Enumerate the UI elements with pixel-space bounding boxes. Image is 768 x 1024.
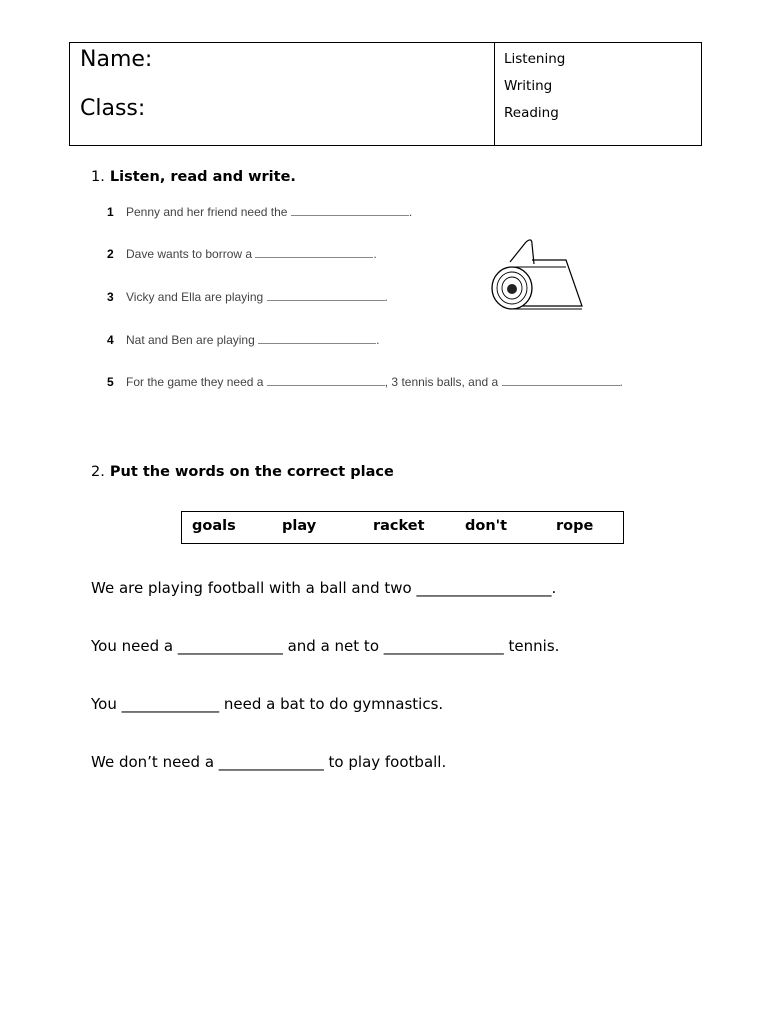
word-bank	[181, 511, 624, 544]
skills-list	[504, 46, 565, 127]
answer-blank[interactable]	[502, 374, 620, 386]
student-info-box	[69, 42, 702, 146]
exercise-1-item: 1 Penny and her friend need the .	[107, 205, 413, 219]
name-label: Name:	[80, 47, 153, 72]
exercise-1-instruction: Listen, read and write.	[109, 169, 296, 185]
skill-listening: Listening	[504, 51, 566, 67]
exercise-2-instruction: Put the words on the correct place	[109, 464, 394, 480]
exercise-1-item: 3 Vicky and Ella are playing .	[107, 290, 388, 304]
word-bank-item: rope	[556, 518, 594, 534]
word-bank-item: racket	[373, 518, 425, 534]
answer-blank[interactable]	[291, 204, 409, 216]
exercise-2-number: 2.	[91, 464, 105, 480]
exercise-1-item: 4 Nat and Ben are playing .	[107, 333, 380, 347]
fill-in-sentence[interactable]: We are playing football with a ball and two __________________.	[91, 579, 557, 597]
word-bank-item: play	[282, 518, 317, 534]
fill-in-sentence[interactable]: You need a ______________ and a net to ________________ tennis.	[91, 637, 560, 655]
exercise-1-title	[91, 169, 296, 185]
rolled-mat-illustration	[488, 236, 588, 314]
answer-blank[interactable]	[267, 289, 385, 301]
answer-blank[interactable]	[267, 374, 385, 386]
answer-blank[interactable]	[258, 332, 376, 344]
answer-blank[interactable]	[255, 246, 373, 258]
fill-in-sentence[interactable]: We don’t need a ______________ to play football.	[91, 753, 447, 771]
class-label: Class:	[80, 96, 146, 121]
exercise-1-number: 1.	[91, 169, 105, 185]
skill-writing: Writing	[504, 78, 553, 94]
exercise-1-item: 5 For the game they need a , 3 tennis balls, and a .	[107, 375, 623, 389]
word-bank-item: goals	[192, 518, 236, 534]
exercise-2-title	[91, 464, 394, 480]
header-divider	[494, 43, 495, 145]
word-bank-item: don't	[465, 518, 508, 534]
skill-reading: Reading	[504, 105, 559, 121]
fill-in-sentence[interactable]: You _____________ need a bat to do gymnastics.	[91, 695, 444, 713]
exercise-1-item: 2 Dave wants to borrow a .	[107, 247, 377, 261]
